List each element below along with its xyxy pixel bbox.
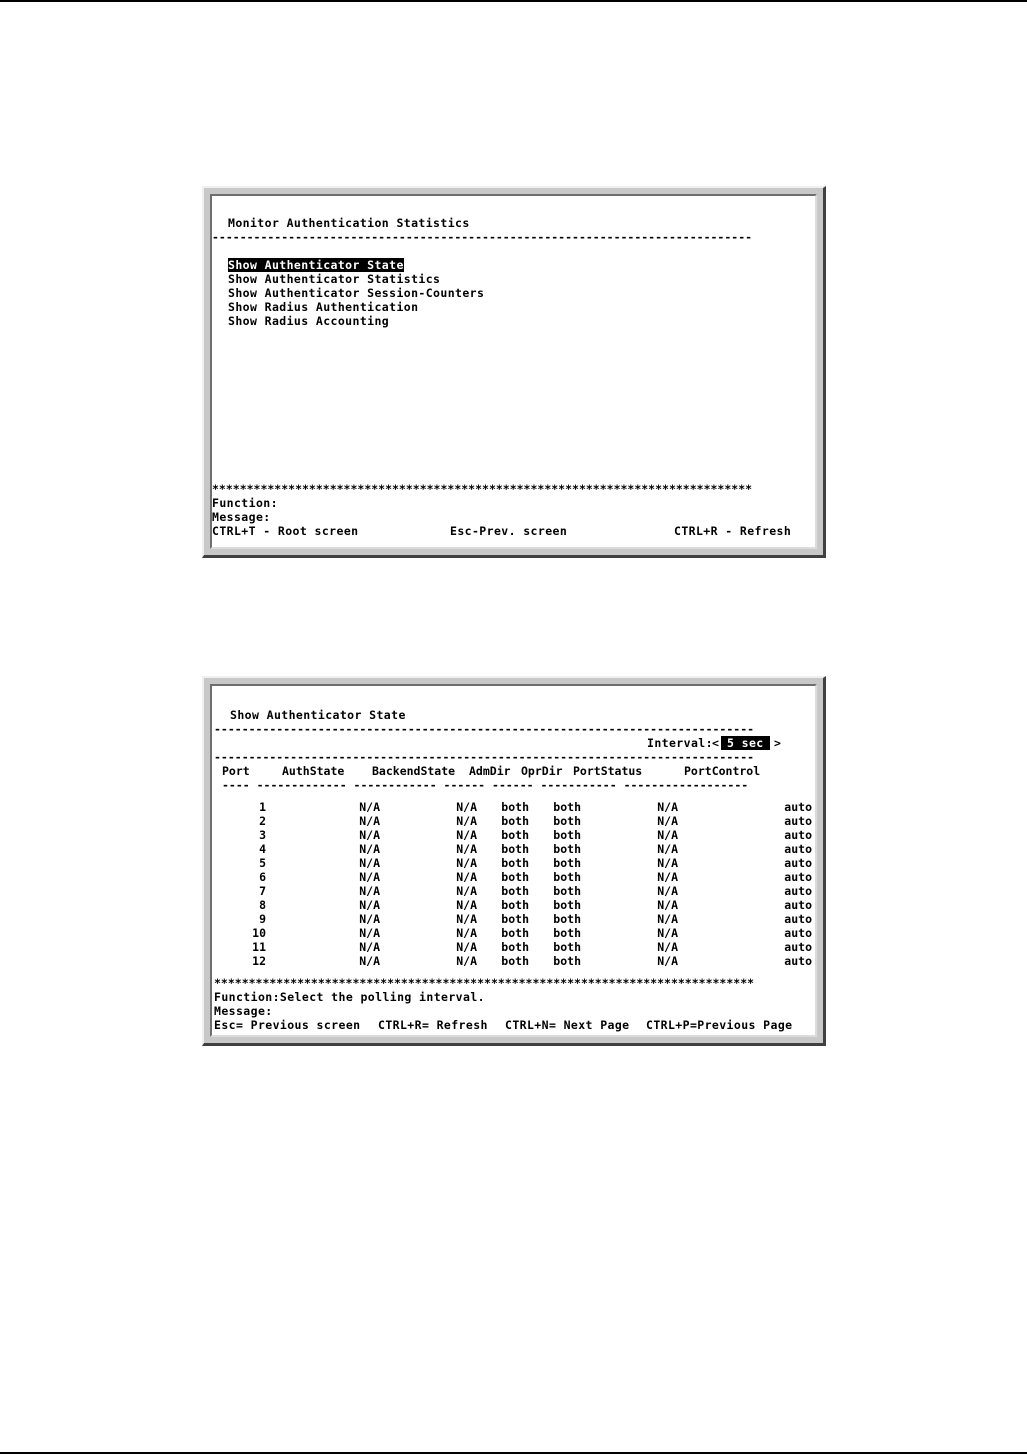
message-line: Message: [212,510,271,524]
cell-opr: both [553,940,581,954]
cell-status: N/A [657,884,678,898]
header-admdir: AdmDir [469,764,511,778]
cell-opr: both [553,814,581,828]
menu-item-radius-accounting[interactable]: Show Radius Accounting [228,314,390,328]
cell-port: 3 [259,828,266,842]
cell-control: auto [784,912,812,926]
divider: ------------------------------------------------------------------------------ [212,230,753,244]
cell-control: auto [784,800,812,814]
refresh-hint[interactable]: CTRL+R= Refresh [378,1018,488,1032]
cell-opr: both [553,856,581,870]
cell-opr: both [553,870,581,884]
cell-auth: N/A [359,940,380,954]
cell-backend: N/A [456,912,477,926]
cell-adm: both [501,828,529,842]
cell-opr: both [553,912,581,926]
cell-backend: N/A [456,814,477,828]
cell-status: N/A [657,926,678,940]
cell-control: auto [784,856,812,870]
star-divider: ****************************************************************************** [212,482,753,496]
function-line: Function:Select the polling interval. [214,990,485,1004]
cell-adm: both [501,940,529,954]
cell-status: N/A [657,898,678,912]
cell-port: 6 [259,870,266,884]
page-top-rule [0,0,1027,2]
cell-auth: N/A [359,926,380,940]
cell-status: N/A [657,814,678,828]
cell-opr: both [553,898,581,912]
cell-control: auto [784,814,812,828]
cell-port: 8 [259,898,266,912]
cell-backend: N/A [456,898,477,912]
cell-port: 11 [252,940,266,954]
next-page-hint[interactable]: CTRL+N= Next Page [505,1018,630,1032]
menu-item-radius-authentication[interactable]: Show Radius Authentication [228,300,419,314]
divider: ------------------------------------------------------------------------------ [214,722,755,736]
cell-port: 2 [259,814,266,828]
cell-auth: N/A [359,954,380,968]
underline-text: ---- ------------- ------------ ------ ------ ----------- ------------------ [222,778,749,792]
cell-backend: N/A [456,940,477,954]
header-portcontrol: PortControl [684,764,761,778]
cell-port: 4 [259,842,266,856]
divider: ------------------------------------------------------------------------------ [214,750,755,764]
cell-control: auto [784,898,812,912]
page-title: Show Authenticator State [230,708,406,722]
cell-auth: N/A [359,800,380,814]
prev-screen-hint[interactable]: Esc-Prev. screen [450,524,568,538]
cell-backend: N/A [456,926,477,940]
cell-auth: N/A [359,856,380,870]
terminal-area [210,684,817,1037]
menu-item-authenticator-statistics[interactable]: Show Authenticator Statistics [228,272,441,286]
cell-auth: N/A [359,828,380,842]
root-screen-hint[interactable]: CTRL+T - Root screen [212,524,359,538]
cell-control: auto [784,940,812,954]
cell-auth: N/A [359,814,380,828]
page-bottom-rule [0,1452,1027,1454]
cell-status: N/A [657,940,678,954]
refresh-hint[interactable]: CTRL+R - Refresh [674,524,792,538]
authenticator-state-window [202,676,826,1046]
cell-control: auto [784,884,812,898]
cell-status: N/A [657,800,678,814]
cell-opr: both [553,884,581,898]
cell-backend: N/A [456,884,477,898]
cell-opr: both [553,800,581,814]
header-backendstate: BackendState [372,764,456,778]
cell-auth: N/A [359,912,380,926]
interval-selector[interactable]: 5 sec [721,736,770,750]
cell-port: 9 [259,912,266,926]
cell-status: N/A [657,856,678,870]
cell-control: auto [784,954,812,968]
cell-status: N/A [657,954,678,968]
page-title: Monitor Authentication Statistics [228,216,470,230]
cell-opr: both [553,842,581,856]
cell-port: 10 [252,926,266,940]
cell-port: 5 [259,856,266,870]
header-portstatus: PortStatus [573,764,643,778]
cell-adm: both [501,898,529,912]
function-line: Function: [212,496,278,510]
cell-opr: both [553,926,581,940]
cell-control: auto [784,828,812,842]
terminal-area [210,194,817,549]
menu-screen-window [202,186,826,558]
cell-control: auto [784,926,812,940]
cell-backend: N/A [456,870,477,884]
interval-left-arrow-icon[interactable]: < [712,736,720,750]
cell-opr: both [553,954,581,968]
cell-auth: N/A [359,884,380,898]
interval-right-arrow-icon[interactable]: > [774,736,782,750]
cell-control: auto [784,870,812,884]
cell-opr: both [553,828,581,842]
cell-auth: N/A [359,870,380,884]
star-divider: ****************************************************************************** [214,976,755,990]
interval-label: Interval: [647,736,713,750]
previous-screen-hint[interactable]: Esc= Previous screen [214,1018,361,1032]
cell-port: 12 [252,954,266,968]
cell-adm: both [501,842,529,856]
menu-item-authenticator-state[interactable]: Show Authenticator State [228,258,404,272]
cell-auth: N/A [359,898,380,912]
cell-port: 1 [259,800,266,814]
header-oprdir: OprDir [521,764,563,778]
cell-backend: N/A [456,856,477,870]
cell-adm: both [501,926,529,940]
cell-status: N/A [657,828,678,842]
menu-item-session-counters[interactable]: Show Authenticator Session-Counters [228,286,485,300]
cell-adm: both [501,856,529,870]
cell-adm: both [501,800,529,814]
previous-page-hint[interactable]: CTRL+P=Previous Page [646,1018,793,1032]
cell-control: auto [784,842,812,856]
cell-status: N/A [657,912,678,926]
cell-backend: N/A [456,828,477,842]
cell-adm: both [501,870,529,884]
cell-status: N/A [657,870,678,884]
cell-adm: both [501,814,529,828]
cell-backend: N/A [456,954,477,968]
cell-backend: N/A [456,842,477,856]
header-authstate: AuthState [282,764,345,778]
cell-status: N/A [657,842,678,856]
cell-backend: N/A [456,800,477,814]
header-port: Port [222,764,250,778]
cell-adm: both [501,912,529,926]
cell-adm: both [501,954,529,968]
message-line: Message: [214,1004,273,1018]
cell-port: 7 [259,884,266,898]
cell-adm: both [501,884,529,898]
cell-auth: N/A [359,842,380,856]
